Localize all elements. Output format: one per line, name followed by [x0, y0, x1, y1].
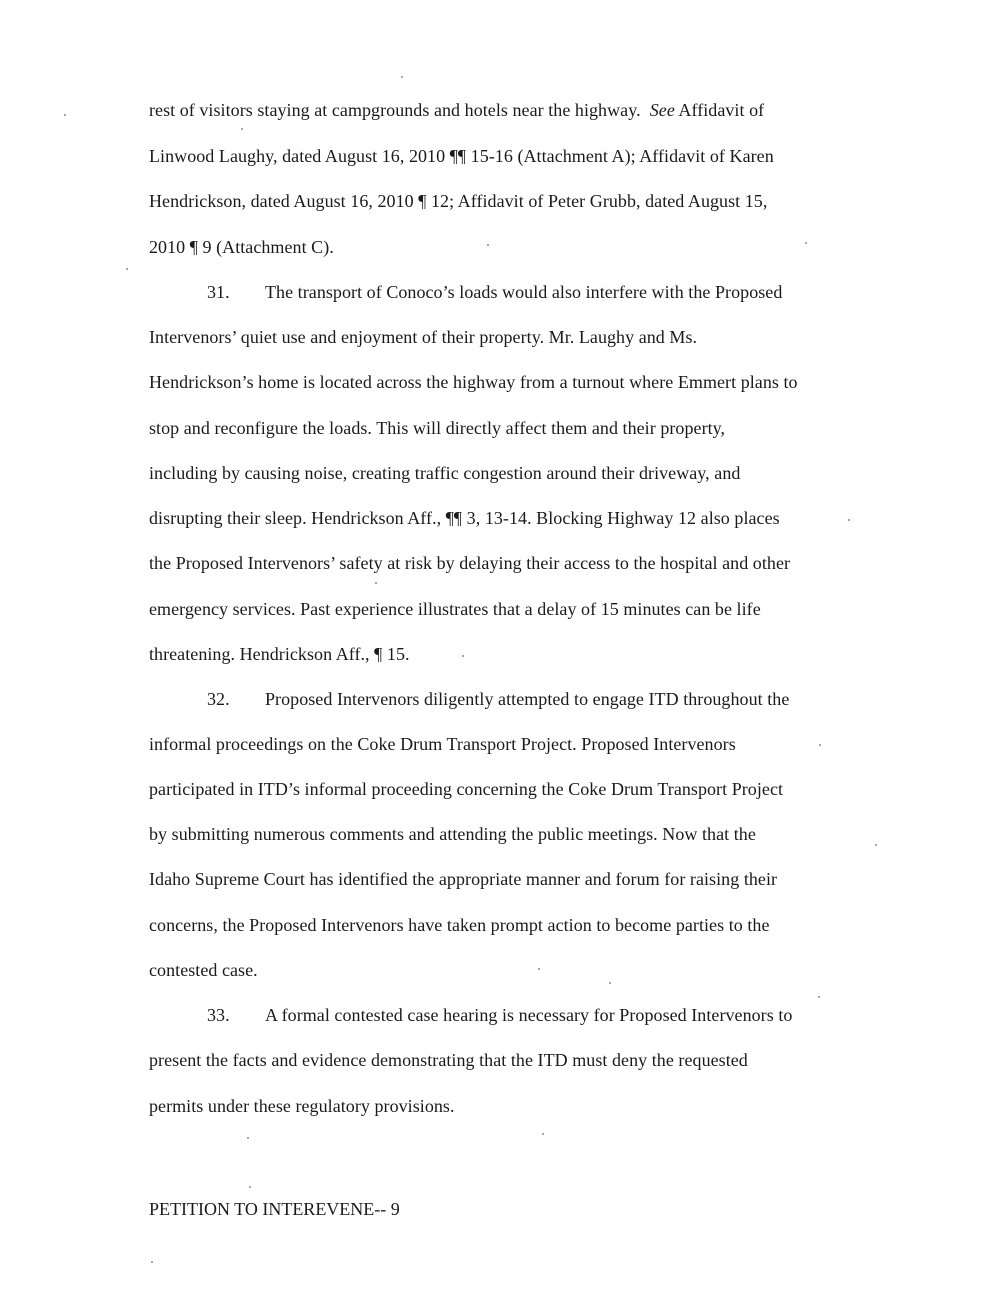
- see-signal: See: [649, 100, 675, 120]
- paragraph-31-first-line: 31. The transport of Conoco’s loads would also interfere with the Proposed: [207, 282, 783, 302]
- scan-speck: [64, 114, 66, 116]
- scan-speck: [875, 844, 877, 846]
- scan-speck: [462, 655, 464, 657]
- scan-speck: [375, 582, 377, 584]
- text-line: threatening. Hendrickson Aff., ¶ 15.: [149, 644, 410, 664]
- text-line: stop and reconfigure the loads. This will directly affect them and their property,: [149, 418, 726, 438]
- scan-speck: [487, 244, 489, 246]
- scan-speck: [401, 76, 403, 78]
- paragraph-number: 32.: [207, 689, 230, 709]
- paragraph-number: 31.: [207, 282, 230, 302]
- scan-speck: [609, 982, 611, 984]
- scan-speck: [249, 1186, 251, 1188]
- scan-speck: [538, 968, 540, 970]
- text-line: rest of visitors staying at campgrounds and hotels near the highway. See Affidavit of: [149, 100, 765, 120]
- scan-speck: [151, 1261, 153, 1263]
- page-footer: PETITION TO INTEREVENE-- 9: [149, 1199, 400, 1219]
- text-line: permits under these regulatory provisions.: [149, 1096, 455, 1116]
- text-line: participated in ITD’s informal proceeding concerning the Coke Drum Transport Project: [149, 779, 784, 799]
- text-line: Linwood Laughy, dated August 16, 2010 ¶¶ 15-16 (Attachment A); Affidavit of Karen: [149, 146, 774, 166]
- scan-speck: [805, 242, 807, 244]
- text-line: including by causing noise, creating traffic congestion around their driveway, and: [149, 463, 741, 483]
- text-line: the Proposed Intervenors’ safety at risk by delaying their access to the hospital and other: [149, 553, 791, 573]
- scan-speck: [241, 128, 243, 130]
- scan-speck: [542, 1133, 544, 1135]
- paragraph-32-first-line: 32. Proposed Intervenors diligently attempted to engage ITD throughout the: [207, 689, 790, 709]
- text-line: by submitting numerous comments and attending the public meetings. Now that the: [149, 824, 756, 844]
- text-line: Hendrickson, dated August 16, 2010 ¶ 12; Affidavit of Peter Grubb, dated August 15,: [149, 191, 768, 211]
- scan-speck: [818, 996, 820, 998]
- scan-speck: [848, 519, 850, 521]
- text-line: 2010 ¶ 9 (Attachment C).: [149, 237, 334, 257]
- text-line: emergency services. Past experience illustrates that a delay of 15 minutes can be life: [149, 599, 761, 619]
- text-line: contested case.: [149, 960, 258, 980]
- scan-speck: [247, 1137, 249, 1139]
- text-line: Hendrickson’s home is located across the highway from a turnout where Emmert plans to: [149, 372, 798, 392]
- text-line: Idaho Supreme Court has identified the appropriate manner and forum for raising their: [149, 869, 778, 889]
- paragraph-33-first-line: 33. A formal contested case hearing is necessary for Proposed Intervenors to: [207, 1005, 793, 1025]
- text-line: present the facts and evidence demonstrating that the ITD must deny the requested: [149, 1050, 748, 1070]
- paragraph-number: 33.: [207, 1005, 230, 1025]
- scan-speck: [819, 744, 821, 746]
- text-line: disrupting their sleep. Hendrickson Aff., ¶¶ 3, 13-14. Blocking Highway 12 also places: [149, 508, 780, 528]
- text-line: concerns, the Proposed Intervenors have taken prompt action to become parties to the: [149, 915, 770, 935]
- scan-speck: [126, 268, 128, 270]
- text-line: Intervenors’ quiet use and enjoyment of their property. Mr. Laughy and Ms.: [149, 327, 698, 347]
- text-line: informal proceedings on the Coke Drum Transport Project. Proposed Intervenors: [149, 734, 736, 754]
